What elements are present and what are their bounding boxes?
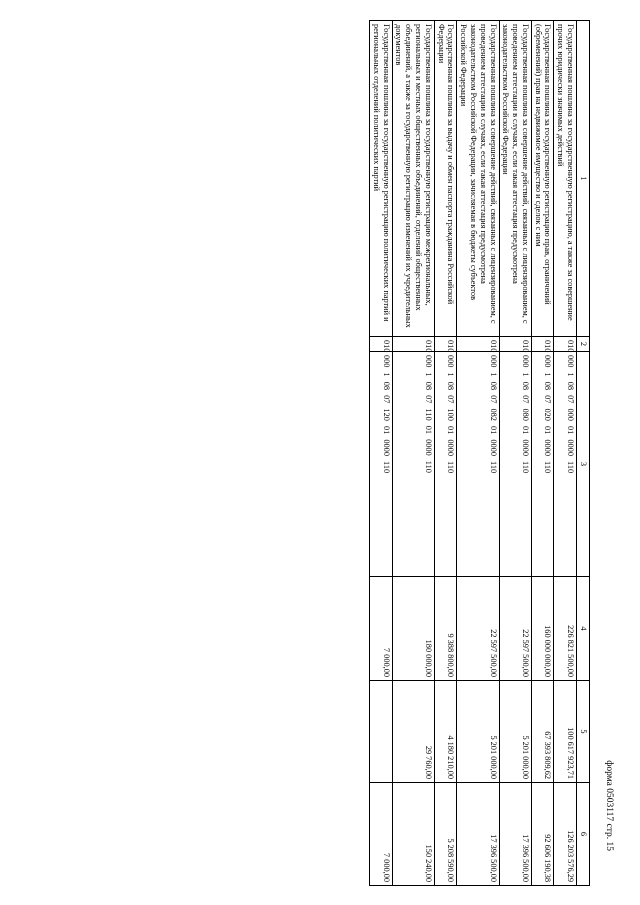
row-classification-code-cell: 000 1 08 07 000 01 0000 110 [554, 352, 577, 577]
column-header: 6 [577, 783, 590, 886]
row-name-cell: Государственная пошлина за государственную регистрацию, а также за совершение прочих юридически значимых действий [554, 21, 577, 337]
row-approved-amount-cell: 22 597 500,00 [457, 577, 499, 681]
row-line-code-cell: 010 [434, 337, 457, 352]
row-executed-amount-cell: 29 760,00 [392, 681, 434, 783]
row-line-code-cell: 010 [370, 337, 393, 352]
row-approved-amount-cell: 7 000,00 [370, 577, 393, 681]
table-row [434, 21, 457, 886]
row-classification-code-cell: 000 1 08 07 110 01 0000 110 [392, 352, 434, 577]
row-name-cell: Государственная пошлина за совершение действий, связанных с лицензированием, с проведением аттестации в случаях, если такая аттестация предусмотрена законодательством Российской Федерации [499, 21, 531, 337]
column-number-row [577, 21, 590, 886]
row-classification-code-cell: 000 1 08 07 120 01 0000 110 [370, 352, 393, 577]
row-unexecuted-amount-cell: 126 203 576,29 [554, 783, 577, 886]
row-unexecuted-amount-cell: 92 606 190,38 [531, 783, 554, 886]
row-classification-code-cell: 000 1 08 07 082 01 0000 110 [457, 352, 499, 577]
row-approved-amount-cell: 180 000,00 [392, 577, 434, 681]
row-name-cell: Государственная пошлина за государственную регистрацию прав, ограничений (обременений) прав на недвижимое имущество и сделок с ним [531, 21, 554, 337]
row-unexecuted-amount-cell: 7 000,00 [370, 783, 393, 886]
table-row [392, 21, 434, 886]
row-executed-amount-cell [370, 681, 393, 783]
row-executed-amount-cell: 5 201 000,00 [499, 681, 531, 783]
column-header: 5 [577, 681, 590, 783]
row-unexecuted-amount-cell: 17 396 500,00 [457, 783, 499, 886]
table-row [457, 21, 499, 886]
row-executed-amount-cell: 5 201 000,00 [457, 681, 499, 783]
row-line-code-cell: 010 [531, 337, 554, 352]
table-row [370, 21, 393, 886]
row-line-code-cell: 010 [554, 337, 577, 352]
row-name-cell: Государственная пошлина за совершение действий, связанных с лицензированием, с проведением аттестации в случаях, если такая аттестация предусмотрена законодательством Российской Федерации, зачисляемая в бюджеты субъектов Российской Федерации [457, 21, 499, 337]
row-executed-amount-cell: 67 393 809,62 [531, 681, 554, 783]
row-approved-amount-cell: 160 000 000,00 [531, 577, 554, 681]
row-name-cell: Государственная пошлина за государственную регистрацию политических партий и региональных отделений политических партий [370, 21, 393, 337]
row-approved-amount-cell: 22 597 500,00 [499, 577, 531, 681]
row-approved-amount-cell: 9 388 800,00 [434, 577, 457, 681]
row-name-cell: Государственная пошлина за выдачу и обмен паспорта гражданина Российской Федерации [434, 21, 457, 337]
row-executed-amount-cell: 4 180 210,00 [434, 681, 457, 783]
row-approved-amount-cell: 226 821 500,00 [554, 577, 577, 681]
row-executed-amount-cell: 100 617 923,71 [554, 681, 577, 783]
form-label: форма 0503117 стр. 15 [604, 760, 614, 851]
table-row [531, 21, 554, 886]
row-unexecuted-amount-cell: 150 240,00 [392, 783, 434, 886]
column-header: 4 [577, 577, 590, 681]
row-classification-code-cell: 000 1 08 07 080 01 0000 110 [499, 352, 531, 577]
row-unexecuted-amount-cell: 5 208 590,00 [434, 783, 457, 886]
row-classification-code-cell: 000 1 08 07 100 01 0000 110 [434, 352, 457, 577]
row-line-code-cell: 010 [457, 337, 499, 352]
table-row [554, 21, 577, 886]
row-line-code-cell: 010 [392, 337, 434, 352]
row-unexecuted-amount-cell: 17 396 500,00 [499, 783, 531, 886]
revenue-table [369, 20, 590, 886]
column-header: 2 [577, 337, 590, 352]
row-line-code-cell: 010 [499, 337, 531, 352]
column-header: 1 [577, 21, 590, 337]
table-row [499, 21, 531, 886]
row-classification-code-cell: 000 1 08 07 020 01 0000 110 [531, 352, 554, 577]
row-name-cell: Государственная пошлина за государственную регистрацию межрегиональных, региональных и местных общественных объединений, отделений общественных объединений, а также за государственную регистрацию изменений их учредительных документов [392, 21, 434, 337]
column-header: 3 [577, 352, 590, 577]
